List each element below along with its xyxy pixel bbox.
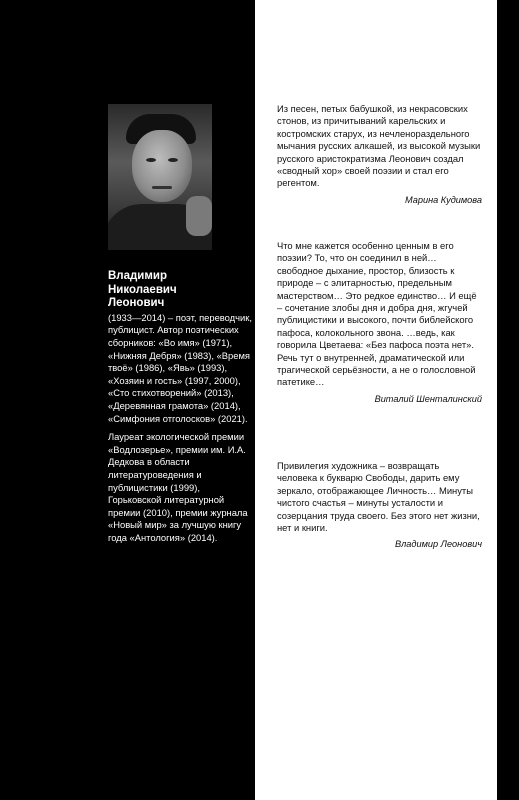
author-name xyxy=(108,270,253,311)
photo-hand xyxy=(186,196,212,236)
quote-author: Владимир Леонович xyxy=(394,539,482,550)
quote-shentalinsky xyxy=(277,240,482,405)
quote-text: Из песен, петых бабушкой, из некрасовских стонов, из причитываний карельских и костромских старух, из нечленораздельного мычания русских алкашей, из высокой музыки русского аристократизма Леонович создал «сводный хор» своей поэзии и стал его регентом. xyxy=(277,103,481,189)
quote-author: Марина Кудимова xyxy=(404,194,482,205)
bio-summary: (1933—2014) – поэт, переводчик, публицист. Автор поэтических сборников: «Во имя» (1971), «Нижняя Дебря» (1983), «Время твоё» (1986), «Явь» (1993), «Хозяин и гость» (1997, 2000), «Сто стихотворений» (2013), «Деревянная грамота» (2014), «Симфония отголосков» (2021). xyxy=(108,311,252,424)
author-name-line: Леонович xyxy=(108,297,165,310)
photo-eye-right xyxy=(168,158,178,162)
right-edge-band xyxy=(497,0,519,800)
quote-text: Привилегия художника – возвращать человека к букварю Свободы, дарить ему зеркало, отображающее Личность… Минуты чистого счастья – минуты усталости и созерцания труда своего. Без этого нет жизни, нет и книги. xyxy=(277,460,480,534)
author-bio xyxy=(108,270,253,550)
quote-author: Виталий Шенталинский xyxy=(374,393,482,404)
author-name-line: Николаевич xyxy=(108,283,177,296)
photo-eye-left xyxy=(146,158,156,162)
photo-face xyxy=(132,130,192,202)
author-name-line: Владимир xyxy=(108,270,167,282)
author-photo xyxy=(108,104,212,250)
bio-awards: Лауреат экологической премии «Водлозерье», премии им. И.А. Дедкова в области литературоведения и публицистики (1999), Горьковской литературной премии (2010), премии журнала «Новый мир» за лучшую книгу года «Антология» (2014). xyxy=(108,431,248,543)
quote-kudimova xyxy=(277,103,482,206)
quote-leonovich xyxy=(277,460,482,551)
quote-text: Что мне кажется особенно ценным в его поэзии? То, что он соединил в ней… свободное дыхание, простор, близость к природе – с элитарностью, предельным мастерством… Это редкое единство… И ещё – сочетание злобы дня и добра дня, жгучей публицистики и высокого, почти библейского пафоса, колокольного звона. …ведь, как говорила Цветаева: «Без пафоса поэта нет». Речь тут о внутренней, драматической или трагической серьёзности, а не о голословной патетике… xyxy=(277,240,477,388)
photo-mouth xyxy=(152,186,172,189)
